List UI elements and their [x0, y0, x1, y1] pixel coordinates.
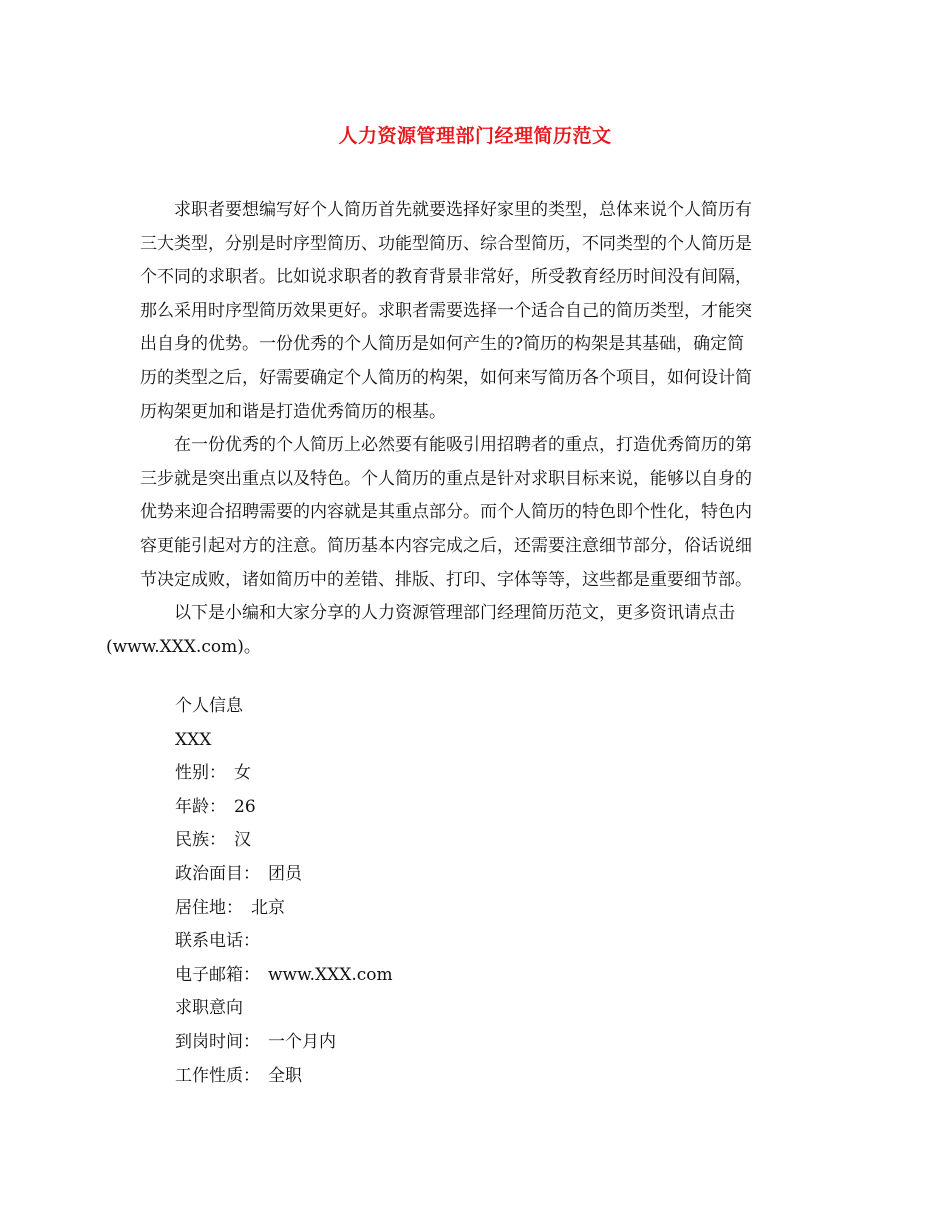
info-row — [175, 724, 393, 758]
info-row — [175, 858, 393, 892]
info-row — [175, 690, 393, 724]
info-value: 全职 — [268, 1065, 302, 1086]
paragraph-line: 历构架更加和谐是打造优秀简历的根基。 — [140, 401, 446, 422]
info-value: 女 — [234, 763, 251, 784]
info-label: 个人信息 — [175, 696, 243, 716]
info-label: 居住地： — [175, 897, 243, 918]
info-label: 求职意向 — [175, 998, 243, 1019]
paragraph-line: 以下是小编和大家分享的人力资源管理部门经理简历范文，更多资讯请点击 — [174, 603, 735, 624]
info-value: 26 — [234, 796, 256, 817]
personal-info-list — [175, 690, 393, 1093]
info-label: 性别： — [175, 763, 226, 784]
info-label: 工作性质： — [175, 1065, 260, 1086]
paragraph-line: 个不同的求职者。比如说求职者的教育背景非常好，所受教育经历时间没有间隔， — [140, 267, 752, 288]
info-label: 民族： — [175, 830, 226, 851]
info-label: 电子邮箱： — [175, 964, 260, 985]
paragraph-line: 三步就是突出重点以及特色。个人简历的重点是针对求职目标来说，能够以自身的 — [140, 468, 752, 489]
paragraph — [140, 429, 812, 597]
paragraph-line: (www.XXX.com)。 — [106, 636, 261, 657]
paragraph-line: 容更能引起对方的注意。简历基本内容完成之后，还需要注意细节部分，俗话说细 — [140, 535, 752, 556]
info-row — [175, 757, 393, 791]
paragraph — [140, 194, 812, 429]
info-value: 一个月内 — [268, 1031, 336, 1052]
info-value: 北京 — [251, 897, 285, 918]
info-row — [175, 1026, 393, 1060]
paragraph-line: 在一份优秀的个人简历上必然要有能吸引用招聘者的重点，打造优秀简历的第 — [174, 435, 752, 456]
info-label: 年龄： — [175, 796, 226, 817]
document-title: 人力资源管理部门经理简历范文 — [338, 125, 612, 147]
paragraph-line: 三大类型，分别是时序型简历、功能型简历、综合型简历，不同类型的个人简历是 — [140, 233, 752, 254]
info-label: 联系电话： — [175, 931, 260, 952]
info-label: 到岗时间： — [175, 1031, 260, 1052]
info-row — [175, 791, 393, 825]
info-row — [175, 925, 393, 959]
paragraph-line: 历的类型之后，好需要确定个人简历的构架，如何来写简历各个项目，如何设计简 — [140, 367, 752, 388]
info-row — [175, 824, 393, 858]
paragraph-line: 节决定成败，诸如简历中的差错、排版、打印、字体等等，这些都是重要细节部。 — [140, 569, 752, 590]
info-label: XXX — [175, 729, 212, 750]
info-label: 政治面目： — [175, 863, 260, 884]
info-row — [175, 1060, 393, 1094]
paragraph — [106, 597, 812, 664]
document-body — [106, 194, 812, 664]
info-row — [175, 992, 393, 1026]
info-value: 汉 — [234, 830, 251, 851]
info-value: www.XXX.com — [268, 964, 393, 985]
info-row — [175, 892, 393, 926]
info-value: 团员 — [268, 863, 302, 884]
paragraph-line: 求职者要想编写好个人简历首先就要选择好家里的类型，总体来说个人简历有 — [174, 200, 752, 220]
paragraph-line: 那么采用时序型简历效果更好。求职者需要选择一个适合自己的简历类型，才能突 — [140, 300, 752, 321]
paragraph-line: 优势来迎合招聘需要的内容就是其重点部分。而个人简历的特色即个性化，特色内 — [140, 502, 752, 523]
paragraph-line: 出自身的优势。一份优秀的个人简历是如何产生的?简历的构架是其基础，确定简 — [140, 334, 745, 355]
info-row — [175, 959, 393, 993]
